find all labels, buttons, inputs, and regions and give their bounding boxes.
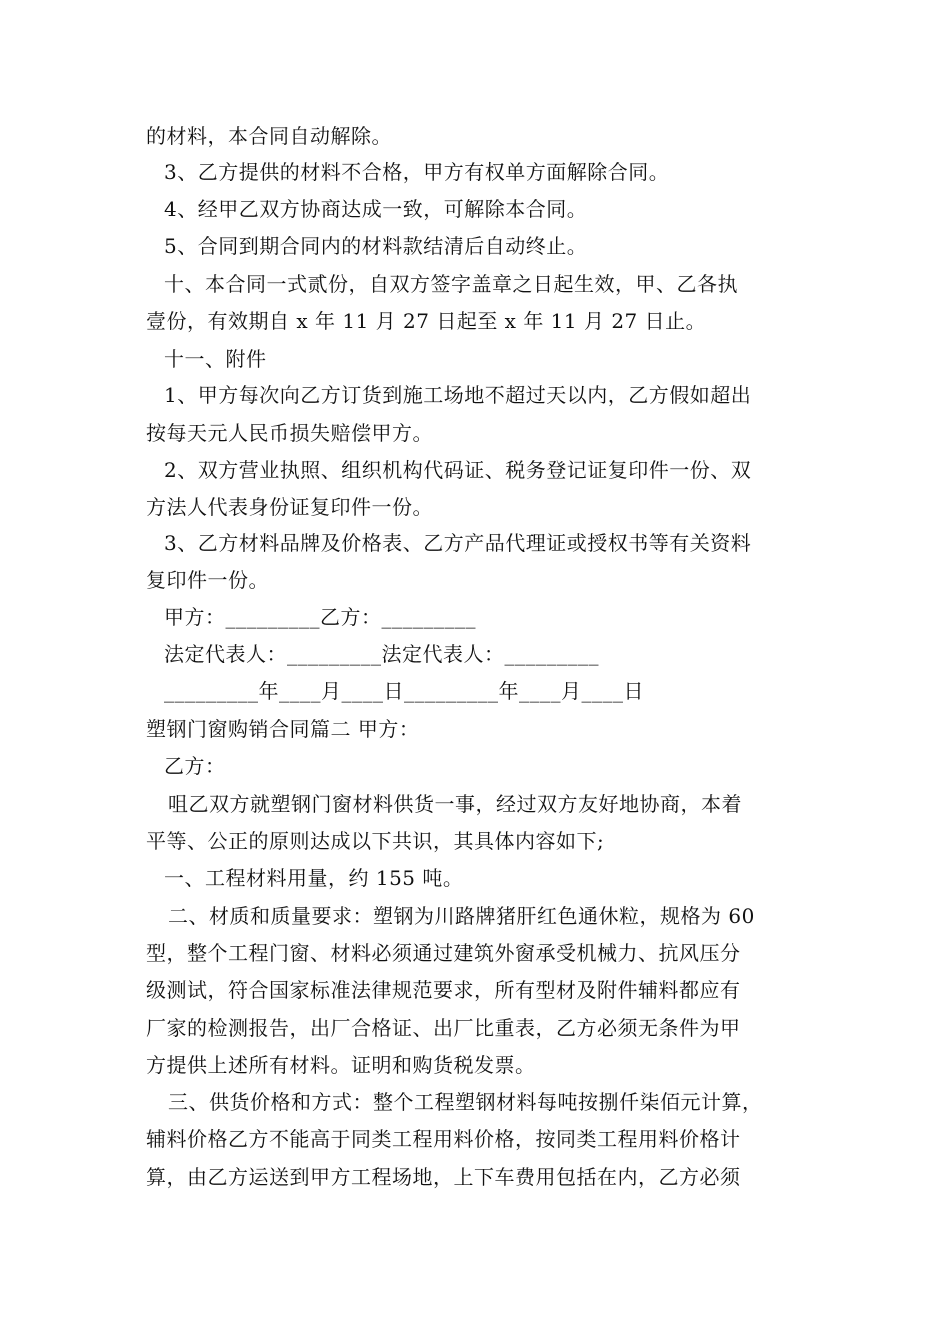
text-line: 5、合同到期合同内的材料款结清后自动终止。 (164, 234, 588, 258)
text-line: 的材料，本合同自动解除。 (146, 124, 392, 148)
text-line: 型，整个工程门窗、材料必须通过建筑外窗承受机械力、抗风压分 (146, 941, 741, 965)
text-line: 方提供上述所有材料。证明和购货税发票。 (146, 1053, 536, 1077)
text-line: 按每天元人民币损失赔偿甲方。 (146, 421, 433, 445)
text-line: 十一、附件 (164, 347, 267, 371)
text-line: 厂家的检测报告，出厂合格证、出厂比重表，乙方必须无条件为甲 (146, 1016, 741, 1040)
section-heading: 塑钢门窗购销合同篇二 甲方： (146, 717, 420, 741)
text-line: 2、双方营业执照、组织机构代码证、税务登记证复印件一份、双 (164, 458, 752, 482)
text-line: 4、经甲乙双方协商达成一致，可解除本合同。 (164, 197, 588, 221)
text-line: 1、甲方每次向乙方订货到施工场地不超过天以内，乙方假如超出 (164, 383, 752, 407)
text-line: 算，由乙方运送到甲方工程场地，上下车费用包括在内，乙方必须 (146, 1165, 741, 1189)
signature-line: 法定代表人：_________法定代表人：_________ (164, 642, 599, 666)
text-line: 壹份，有效期自 x 年 11 月 27 日起至 x 年 11 月 27 日止。 (146, 309, 707, 333)
text-line: 咀乙双方就塑钢门窗材料供货一事，经过双方友好地协商，本着 (168, 792, 742, 816)
text-line: 方法人代表身份证复印件一份。 (146, 495, 433, 519)
text-line: 3、乙方材料品牌及价格表、乙方产品代理证或授权书等有关资料 (164, 531, 752, 555)
text-line: 3、乙方提供的材料不合格，甲方有权单方面解除合同。 (164, 160, 670, 184)
signature-line: 甲方：_________乙方：_________ (164, 605, 476, 629)
text-line: 乙方： (164, 754, 226, 778)
text-line: 一、工程材料用量，约 155 吨。 (164, 866, 464, 890)
text-line: 二、材质和质量要求：塑钢为川路牌猪肝红色通休粒，规格为 60 (168, 904, 755, 928)
text-line: 平等、公正的原则达成以下共识，其具体内容如下; (146, 829, 605, 853)
date-line: _________年____月____日_________年____月____日 (164, 679, 644, 703)
text-line: 级测试，符合国家标准法律规范要求，所有型材及附件辅料都应有 (146, 978, 741, 1002)
text-line: 三、供货价格和方式：整个工程塑钢材料每吨按捌仟柒佰元计算， (168, 1090, 763, 1114)
text-line: 复印件一份。 (146, 568, 269, 592)
text-line: 辅料价格乙方不能高于同类工程用料价格，按同类工程用料价格计 (146, 1127, 741, 1151)
text-line: 十、本合同一式贰份，自双方签字盖章之日起生效，甲、乙各执 (164, 272, 738, 296)
